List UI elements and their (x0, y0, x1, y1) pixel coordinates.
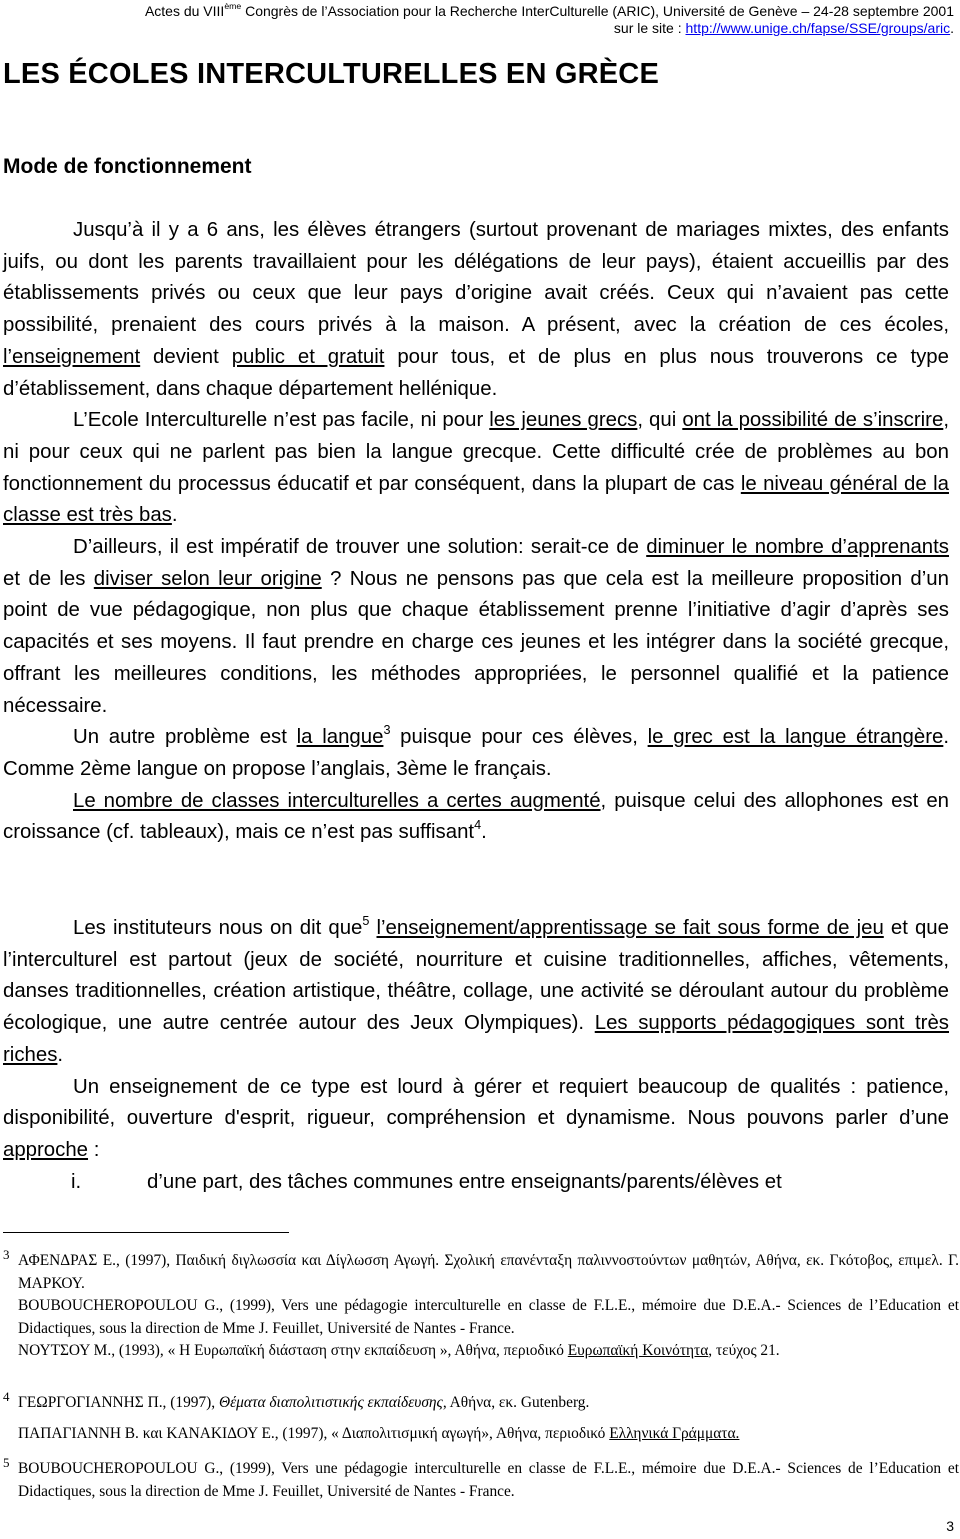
site-period: . (950, 20, 954, 36)
text: . (57, 1043, 64, 1066)
underlined-text: Le nombre de classes interculturelles a certes augmenté (73, 789, 601, 812)
text: et que l’interculturel est partout (jeux de société, nourriture et cuisine traditionnelles, affiches, vêtements, danses traditionnelles, création artistique, théâtre, collage, une activité se déroulant autour du problème écologique, une autre centrée autour des Jeux Olympiques). (3, 917, 949, 1035)
footnote-ref-4: 4 (474, 818, 482, 833)
text: ΝΟΥΤΣΟΥ Μ., (1993), « Η Ευρωπαϊκή διάσταση στην εκπαίδευση », Αθήνα, περιοδικό (18, 1342, 568, 1359)
text: puisque pour ces élèves, (390, 726, 648, 749)
text: ΓΕΩΡΓΟΓΙΑΝΝΗΣ Π., (1997), (18, 1394, 219, 1411)
paragraph-4 (3, 722, 949, 785)
underlined-text: le niveau général de la classe est très bas (3, 472, 949, 527)
footnote-ref-text: BOUBOUCHEROPOULOU G., (1999), Vers une pédagogie interculturelle en classe de F.L.E., mémoire due D.E.A.- Sciences de l’Education et Didactiques, sous la direction de Mme J. Feuillet, Université de Nantes - France. (18, 1297, 959, 1337)
footnote-ref-text: BOUBOUCHEROPOULOU G., (1999), Vers une pédagogie interculturelle en classe de F.L.E., mémoire due D.E.A.- Sciences de l’Education et Didactiques, sous la direction de Mme J. Feuillet, Université de Nantes - France. (18, 1460, 959, 1500)
paragraph-2 (3, 405, 949, 532)
list-text: d’une part, des tâches communes entre enseignants/parents/élèves et (147, 1170, 782, 1193)
footnote-ref-text: ΑΦΕΝΔΡΑΣ Ε., (1997), Παιδική διγλωσσία και Δίγλωσση Αγωγή. Σχολική επανένταξη παλιννοστούντων μαθητών, Αθήνα, εκ. Γκότοβος, επιμελ. Γ. ΜΑΡΚΟΥ. (18, 1252, 959, 1292)
paragraph-3 (3, 532, 949, 722)
text: , τεύχος 21. (708, 1342, 780, 1359)
underlined-text: diminuer le nombre d’apprenants (646, 536, 949, 559)
text: . (171, 504, 178, 527)
paragraph-1 (3, 215, 949, 405)
underlined-text: les jeunes grecs (489, 409, 638, 432)
underlined-text: Ελληνικά Γράμματα. (609, 1424, 740, 1442)
section-heading: Mode de fonctionnement (3, 155, 252, 178)
footnote-ref-3: 3 (383, 723, 391, 738)
footnote-ref-text (3, 1423, 959, 1446)
underlined-text: public et gratuit (231, 345, 385, 368)
text: , ni pour ceux qui ne parlent pas bien la langue grecque. Cette difficulté crée de problèmes au bon fonctionnement du processus éducatif et par conséquent, dans la plupart de cas (3, 409, 949, 495)
main-text (3, 215, 949, 849)
text: , puisque celui des allophones est en croissance (cf. tableaux), mais ce n’est pas suffisant (3, 789, 949, 844)
text: ? Nous ne pensons pas que cela est la meilleure proposition d’un point de vue pédagogique, non plus que chaque établissement prenne l’initiative d’agir d’après ses capacités et ses moyens. Il faut prendre en charge ces jeunes et les intégrer dans la société grecque, offrant les meilleures conditions, les méthodes appropriées, le personnel qualifié et la patience nécessaire. (3, 567, 949, 717)
conference-header (145, 3, 954, 19)
footnote-5 (3, 1455, 959, 1503)
text: , qui (637, 409, 683, 432)
footnote-separator (3, 1232, 289, 1233)
text: Les instituteurs nous on dit que (73, 917, 363, 939)
text: pour tous, et de plus en plus nous trouverons ce type d’établissement, dans chaque département hellénique. (3, 345, 949, 400)
underlined-text: la langue (296, 726, 384, 749)
footnote-mark: 5 (3, 1455, 10, 1470)
list-item-i (3, 1167, 949, 1199)
footnote-ref-5: 5 (362, 913, 370, 928)
text: et de les (3, 567, 94, 590)
page-title: LES ÉCOLES INTERCULTURELLES EN GRÈCE (3, 58, 659, 90)
underlined-text: diviser selon leur origine (93, 567, 322, 590)
underlined-text: Ευρωπαϊκή Κοινότητα (567, 1342, 709, 1359)
underlined-text: l’enseignement/apprentissage se fait sous forme de jeu (376, 917, 884, 939)
text: . (481, 821, 487, 844)
paragraph-7 (3, 1072, 949, 1167)
list-number: i. (71, 1170, 82, 1193)
underlined-text: ont la possibilité de s’inscrire (682, 409, 944, 432)
site-label: sur le site : (613, 20, 686, 36)
text: Un autre problème est (73, 726, 297, 749)
header-text: Actes du VIII (144, 3, 225, 19)
text: ΠΑΠΑΓΙΑΝΝΗ Β. και ΚΑΝΑΚΙΔΟΥ Ε., (1997), « Διαπολιτισμική αγωγή», Αθήνα, περιοδικό (18, 1424, 610, 1442)
text (369, 917, 376, 939)
text: , Αθήνα, εκ. Gutenberg. (442, 1394, 590, 1411)
main-text-continued (3, 913, 949, 1198)
text: D’ailleurs, il est impératif de trouver une solution: serait-ce de (73, 536, 647, 559)
underlined-text: l’enseignement (3, 345, 141, 368)
italic-title: Θέματα διαπολιτιστικής εκπαίδευσης (218, 1394, 443, 1411)
text: L’Ecole Interculturelle n’est pas facile, ni pour (73, 409, 490, 432)
text: : (88, 1138, 100, 1161)
site-link[interactable]: http://www.unige.ch/fapse/SSE/groups/aric (685, 20, 951, 36)
text: devient (140, 345, 232, 368)
footnote-ref-text (3, 1392, 959, 1415)
underlined-text: le grec est la langue étrangère (647, 726, 944, 749)
footnote-mark: 3 (3, 1247, 10, 1262)
text: . Comme 2ème langue on propose l’anglais, 3ème le français. (3, 726, 949, 780)
footnote-ref-text (3, 1340, 959, 1363)
header-superscript: ème (224, 1, 242, 12)
paragraph-6 (3, 913, 949, 1072)
footnote-4 (3, 1389, 959, 1445)
underlined-text: Les supports pédagogiques sont très riches (3, 1012, 949, 1066)
underlined-text: approche (3, 1138, 89, 1161)
footnote-mark: 4 (3, 1389, 10, 1404)
paragraph-5 (3, 786, 949, 849)
header-text-end: Congrès de l’Association pour la Recherche InterCulturelle (ARIC), Université de Genève – 24-28 septembre 2001 (241, 3, 954, 19)
site-line (614, 20, 954, 36)
footnote-3 (3, 1247, 959, 1363)
text: Un enseignement de ce type est lourd à gérer et requiert beaucoup de qualités : patience, disponibilité, ouverture d'esprit, rigueur, compréhension et dynamisme. Nous pouvons parler d’une (3, 1075, 949, 1130)
page-number: 3 (946, 1518, 954, 1534)
text: Jusqu’à il y a 6 ans, les élèves étrangers (surtout provenant de mariages mixtes, des enfants juifs, ou dont les parents travaillaient pour les délégations de leur pays), étaient accueillis par des établissements privés ou ceux que leur pays d’origine avait créés. Ceux qui n’avaient pas cette possibilité, prenaient des cours privés à la maison. A présent, avec la création de ces écoles, (3, 219, 949, 337)
